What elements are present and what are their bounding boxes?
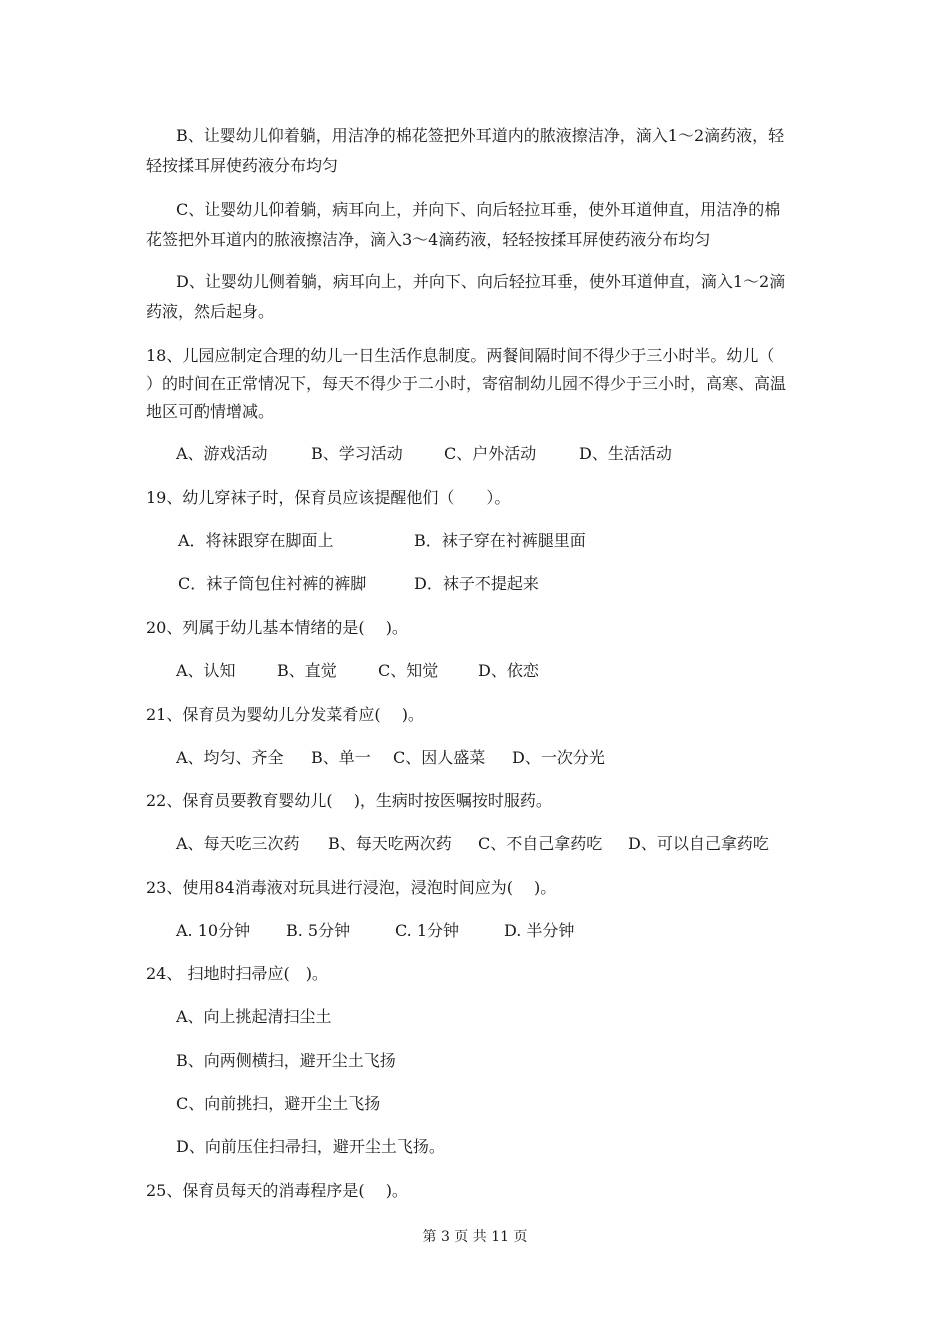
q24-option-d: D、向前压住扫帚扫，避开尘土飞扬。 bbox=[176, 1137, 445, 1156]
q18-option-b: B、学习活动 bbox=[311, 444, 403, 463]
q18-text-line3: 地区可酌情增减。 bbox=[146, 402, 275, 421]
q23-option-a: A. 10分钟 bbox=[176, 921, 251, 940]
q24-option-c: C、向前挑扫，避开尘土飞扬 bbox=[176, 1094, 381, 1113]
q18-option-c: C、户外活动 bbox=[444, 444, 537, 463]
q21-option-b: B、单一 bbox=[311, 748, 371, 767]
q19-option-a: A．将袜跟穿在脚面上 bbox=[178, 531, 334, 550]
q17-option-d-line1: D、让婴幼儿侧着躺，病耳向上，并向下、向后轻拉耳垂，使外耳道伸直，滴入1～2滴 bbox=[176, 272, 786, 291]
q20-option-b: B、直觉 bbox=[277, 661, 337, 680]
q24-text: 24、 扫地时扫帚应( )。 bbox=[146, 964, 328, 983]
q17-option-c-line1: C、让婴幼儿仰着躺，病耳向上，并向下、向后轻拉耳垂，使外耳道伸直，用洁净的棉 bbox=[176, 200, 781, 219]
q17-option-c-line2: 花签把外耳道内的脓液擦洁净，滴入3～4滴药液，轻轻按揉耳屏使药液分布均匀 bbox=[146, 230, 711, 249]
q18-option-d: D、生活活动 bbox=[579, 444, 672, 463]
q24-option-b: B、向两侧横扫，避开尘土飞扬 bbox=[176, 1051, 396, 1070]
q22-text: 22、保育员要教育婴幼儿( )，生病时按医嘱按时服药。 bbox=[146, 791, 552, 810]
q18-text-line2: ）的时间在正常情况下，每天不得少于二小时，寄宿制幼儿园不得少于三小时，高寒、高温 bbox=[146, 374, 787, 393]
q21-text: 21、保育员为婴幼儿分发菜肴应( )。 bbox=[146, 705, 424, 724]
q17-option-b-line2: 轻按揉耳屏使药液分布均匀 bbox=[146, 156, 339, 175]
q23-option-d: D. 半分钟 bbox=[504, 921, 575, 940]
q23-text: 23、使用84消毒液对玩具进行浸泡，浸泡时间应为( )。 bbox=[146, 878, 557, 897]
q20-option-d: D、依恋 bbox=[478, 661, 539, 680]
q21-option-a: A、均匀、齐全 bbox=[176, 748, 284, 767]
page-footer: 第 3 页 共 11 页 bbox=[422, 1229, 528, 1245]
q19-option-d: D．袜子不提起来 bbox=[414, 574, 539, 593]
q24-option-a: A、向上挑起清扫尘土 bbox=[176, 1007, 332, 1026]
q22-option-b: B、每天吃两次药 bbox=[328, 834, 452, 853]
q18-text-line1: 18、儿园应制定合理的幼儿一日生活作息制度。两餐间隔时间不得少于三小时半。幼儿（ bbox=[146, 346, 775, 365]
q20-option-c: C、知觉 bbox=[378, 661, 439, 680]
q25-text: 25、保育员每天的消毒程序是( )。 bbox=[146, 1181, 408, 1200]
q18-option-a: A、游戏活动 bbox=[176, 444, 268, 463]
q20-text: 20、列属于幼儿基本情绪的是( )。 bbox=[146, 618, 408, 637]
q19-text: 19、幼儿穿袜子时，保育员应该提醒他们（ ）。 bbox=[146, 488, 511, 507]
q19-option-b: B．袜子穿在衬裤腿里面 bbox=[414, 531, 586, 550]
q21-option-d: D、一次分光 bbox=[512, 748, 605, 767]
q23-option-b: B. 5分钟 bbox=[286, 921, 351, 940]
q19-option-c: C．袜子筒包住衬裤的裤脚 bbox=[178, 574, 367, 593]
q22-option-d: D、可以自己拿药吃 bbox=[628, 834, 769, 853]
q20-option-a: A、认知 bbox=[176, 661, 236, 680]
q22-option-a: A、每天吃三次药 bbox=[176, 834, 300, 853]
q21-option-c: C、因人盛菜 bbox=[393, 748, 486, 767]
q17-option-d-line2: 药液，然后起身。 bbox=[146, 302, 275, 321]
q22-option-c: C、不自己拿药吃 bbox=[478, 834, 603, 853]
q17-option-b-line1: B、让婴幼儿仰着躺，用洁净的棉花签把外耳道内的脓液擦洁净，滴入1～2滴药液，轻 bbox=[176, 126, 785, 145]
q23-option-c: C. 1分钟 bbox=[395, 921, 460, 940]
